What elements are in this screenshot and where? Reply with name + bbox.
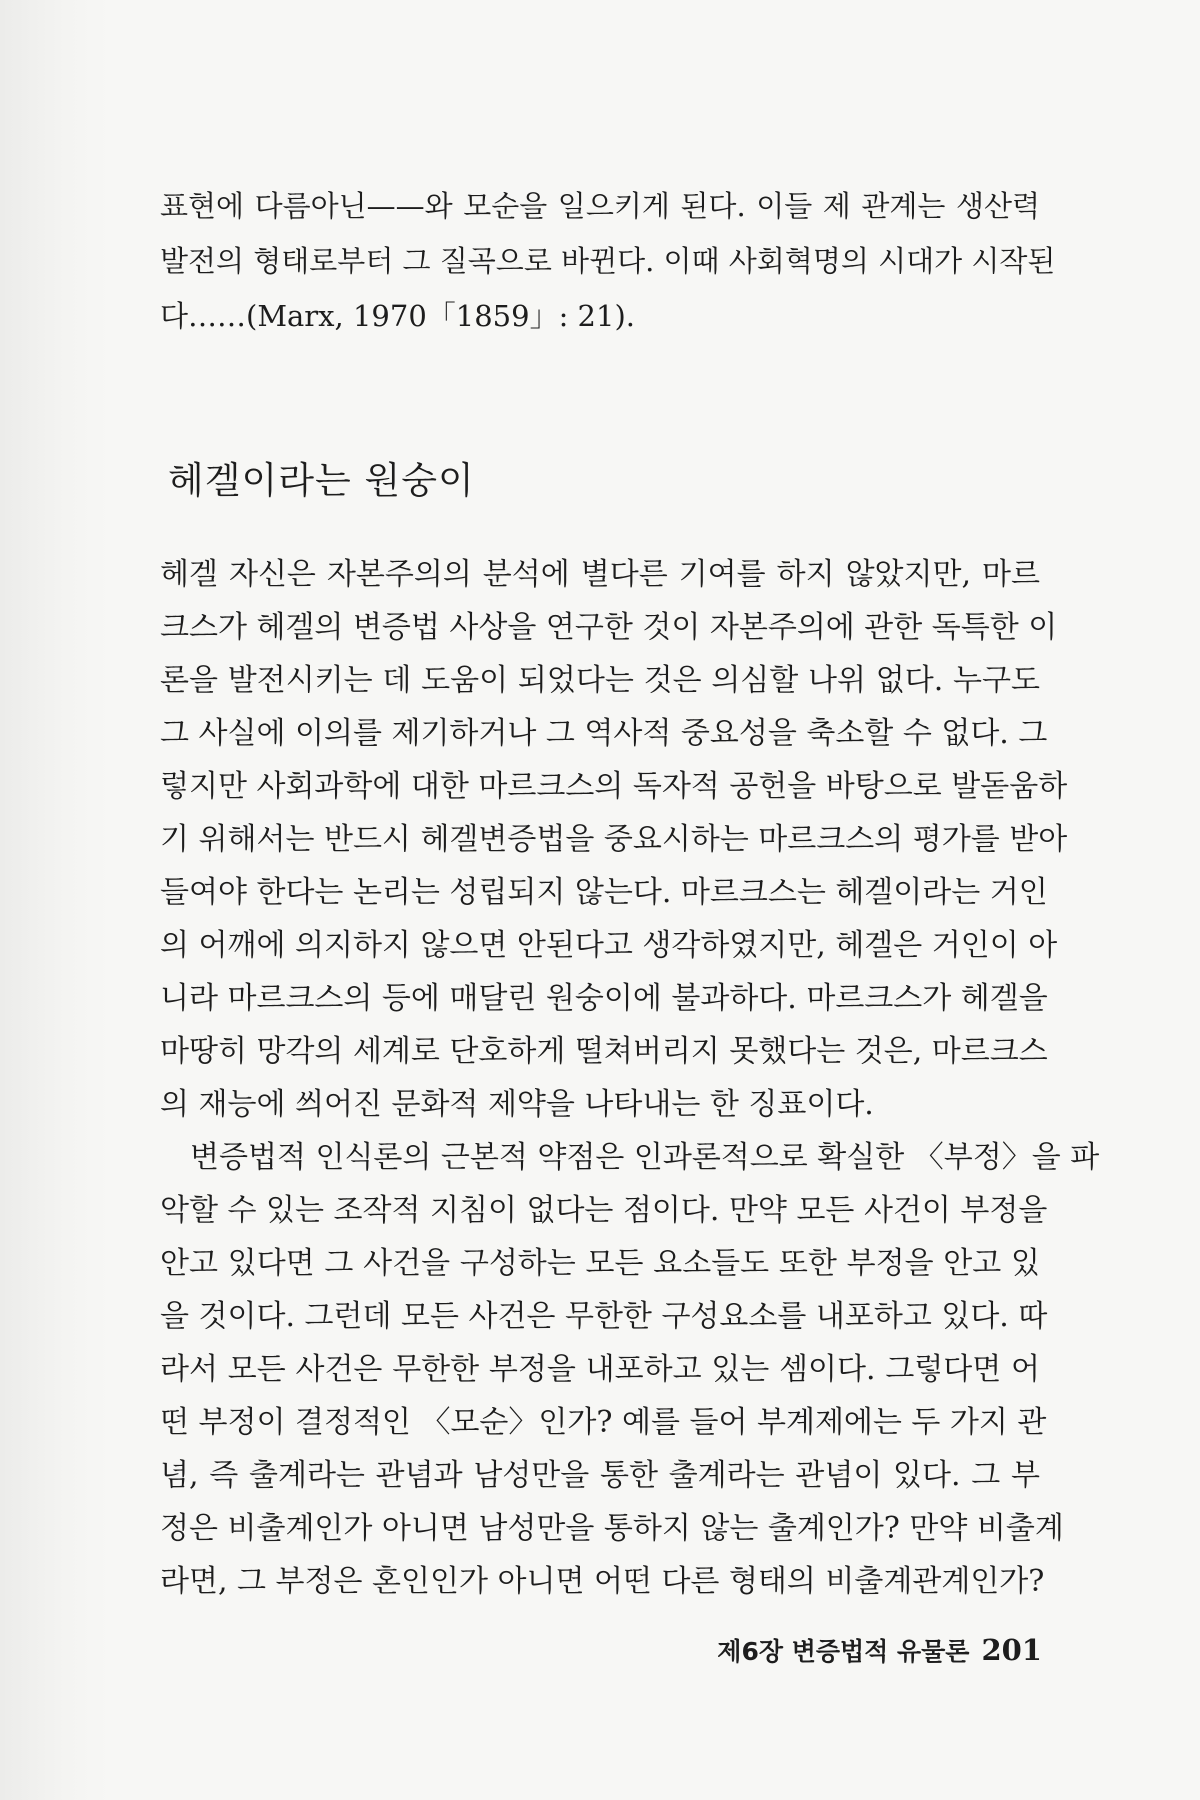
- paragraph-line: 을 것이다. 그런데 모든 사건은 무한한 구성요소를 내포하고 있다. 따: [160, 1299, 1048, 1334]
- quote-line: 다……(Marx, 1970「1859」: 21).: [160, 299, 635, 333]
- paragraph-line: 론을 발전시키는 데 도움이 되었다는 것은 의심할 나위 없다. 누구도: [160, 663, 1040, 698]
- quote-line: 발전의 형태로부터 그 질곡으로 바뀐다. 이때 사회혁명의 시대가 시작된: [160, 244, 1056, 278]
- paragraph-line: 의 어깨에 의지하지 않으면 안된다고 생각하였지만, 헤겔은 거인이 아: [160, 928, 1058, 963]
- page-number: 201: [981, 1633, 1042, 1667]
- running-title: 제6장 변증법적 유물론: [717, 1637, 970, 1666]
- paragraph-line: 정은 비출계인가 아니면 남성만을 통하지 않는 출계인가? 만약 비출계: [160, 1511, 1064, 1546]
- paragraph-line: 그 사실에 이의를 제기하거나 그 역사적 중요성을 축소할 수 없다. 그: [160, 716, 1048, 751]
- paragraph-line: 의 재능에 씌어진 문화적 제약을 나타내는 한 징표이다.: [160, 1087, 874, 1122]
- page-footer: [712, 1632, 1042, 1668]
- paragraph-line: 마땅히 망각의 세계로 단호하게 떨쳐버리지 못했다는 것은, 마르크스: [160, 1034, 1048, 1069]
- paragraph-line: 기 위해서는 반드시 헤겔변증법을 중요시하는 마르크스의 평가를 받아: [160, 822, 1068, 857]
- section-heading: 헤겔이라는 원숭이: [168, 459, 475, 502]
- paragraph-line: 념, 즉 출계라는 관념과 남성만을 통한 출계라는 관념이 있다. 그 부: [160, 1458, 1040, 1493]
- paragraph-line: 크스가 헤겔의 변증법 사상을 연구한 것이 자본주의에 관한 독특한 이: [160, 610, 1058, 645]
- paragraph-line: 안고 있다면 그 사건을 구성하는 모든 요소들도 또한 부정을 안고 있: [160, 1246, 1040, 1281]
- paragraph-line: 라서 모든 사건은 무한한 부정을 내포하고 있는 셈이다. 그렇다면 어: [160, 1352, 1040, 1387]
- paragraph-line: 라면, 그 부정은 혼인인가 아니면 어떤 다른 형태의 비출계관계인가?: [160, 1564, 1045, 1599]
- paragraph-line: 니라 마르크스의 등에 매달린 원숭이에 불과하다. 마르크스가 헤겔을: [160, 981, 1048, 1016]
- page-edge-shadow: [0, 0, 110, 1800]
- quote-line: 표현에 다름아닌——와 모순을 일으키게 된다. 이들 제 관계는 생산력: [160, 189, 1040, 223]
- paragraph-line: 헤겔 자신은 자본주의의 분석에 별다른 기여를 하지 않았지만, 마르: [160, 557, 1040, 592]
- paragraph-line: 변증법적 인식론의 근본적 약점은 인과론적으로 확실한 〈부정〉을 파: [190, 1140, 1100, 1175]
- paragraph-line: 악할 수 있는 조작적 지침이 없다는 점이다. 만약 모든 사건이 부정을: [160, 1193, 1048, 1228]
- paragraph-line: 들여야 한다는 논리는 성립되지 않는다. 마르크스는 헤겔이라는 거인: [160, 875, 1048, 910]
- paragraph-line: 떤 부정이 결정적인 〈모순〉인가? 예를 들어 부계제에는 두 가지 관: [160, 1405, 1047, 1440]
- paragraph-line: 렇지만 사회과학에 대한 마르크스의 독자적 공헌을 바탕으로 발돋움하: [160, 769, 1068, 804]
